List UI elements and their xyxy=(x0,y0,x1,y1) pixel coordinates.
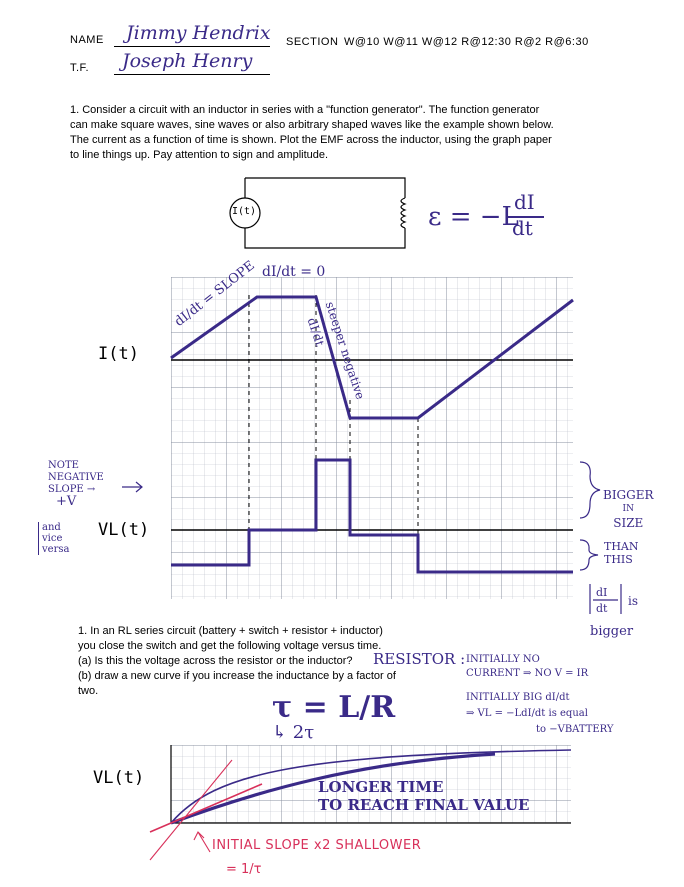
note-didt-num: dI xyxy=(596,586,608,599)
note-is: is xyxy=(628,594,638,608)
slope-arrow xyxy=(198,832,210,852)
question-1-line: The current as a function of time is shown. Plot the EMF across the inductor, using the graph paper xyxy=(70,134,552,146)
name-value: Jimmy Hendrix xyxy=(126,22,271,44)
annotation-slope: dI/dt = SLOPE xyxy=(172,258,258,330)
tau-doubled: ↳ 2τ xyxy=(272,722,315,743)
reason-line: CURRENT ⇒ NO V = IR xyxy=(466,668,589,679)
note-bigger-word: bigger xyxy=(590,624,634,639)
section-options: W@10 W@11 W@12 R@12:30 R@2 R@6:30 xyxy=(344,36,589,48)
question-1-line: can make square waves, sine waves or also arbitrary shaped waves like the example shown below. xyxy=(70,119,554,131)
current-axis-label: I(t) xyxy=(98,344,139,364)
reason-line: to −VBATTERY xyxy=(536,724,614,735)
graph-2-voltage-label: VL(t) xyxy=(93,768,145,788)
tf-value: Joseph Henry xyxy=(122,50,253,72)
longer-time-note-2: TO REACH FINAL VALUE xyxy=(318,796,530,814)
question-2-line: 1. In an RL series circuit (battery + switch + resistor + inductor) xyxy=(78,625,383,637)
emf-denominator: dt xyxy=(512,216,533,240)
tau-equation: τ = L/R xyxy=(272,690,396,725)
note-vice-versa: and vice versa xyxy=(38,522,69,555)
question-2-line: (b) draw a new curve if you increase the inductance by a factor of two. xyxy=(78,670,396,697)
emf-equation-lhs: ε = −L xyxy=(428,202,519,232)
section-label: SECTION xyxy=(286,36,339,48)
question-2-line: you close the switch and get the following voltage versus time. xyxy=(78,640,382,652)
voltage-axis-label: VL(t) xyxy=(98,520,150,540)
annotation-didt: dI/dt xyxy=(304,316,327,348)
reason-line: INITIALLY NO xyxy=(466,654,540,665)
question-2-line: (a) Is this the voltage across the resistor or the inductor? xyxy=(78,655,353,667)
source-label: I(t) xyxy=(232,206,257,217)
emf-numerator: dI xyxy=(514,190,535,214)
note-than: THAN THIS xyxy=(604,540,639,566)
reason-line: INITIALLY BIG dI/dt xyxy=(466,692,570,703)
tf-label: T.F. xyxy=(70,62,90,74)
reason-line: ⇒ VL = −LdI/dt is equal xyxy=(466,708,588,719)
name-label: NAME xyxy=(70,34,104,46)
longer-time-note-1: LONGER TIME xyxy=(318,778,444,796)
note-didt-den: dt xyxy=(596,602,608,615)
note-negative-slope: NOTE NEGATIVE SLOPE → +V xyxy=(48,460,104,509)
question-1-line: 1. Consider a circuit with an inductor in series with a "function generator". The function generator xyxy=(70,104,540,116)
initial-slope-note: INITIAL SLOPE x2 SHALLOWER xyxy=(212,838,422,853)
one-over-tau-note: = 1/τ xyxy=(226,862,262,877)
question-1-line: to line things up. Pay attention to sign and amplitude. xyxy=(70,149,329,161)
annotation-steeper: steeper negative xyxy=(322,300,368,402)
answer-resistor: RESISTOR : xyxy=(373,650,466,668)
note-bigger: BIGGER IN SIZE xyxy=(603,488,654,530)
annotation-zero-slope: dI/dt = 0 xyxy=(262,264,326,280)
